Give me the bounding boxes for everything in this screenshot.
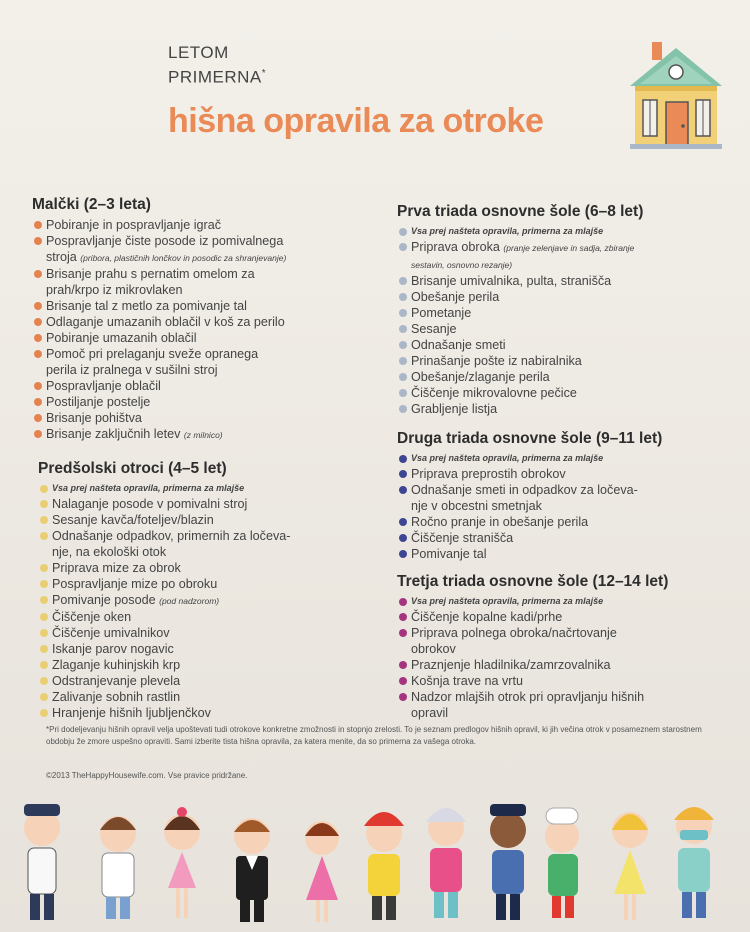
list-item <box>397 289 717 305</box>
list-item <box>38 576 338 592</box>
bullet-icon <box>399 598 407 606</box>
item-text: Prinašanje pošte iz nabiralnika <box>411 354 582 368</box>
list-item <box>397 466 717 482</box>
list-item-intro <box>397 224 717 239</box>
item-text: Čiščenje umivalnikov <box>52 626 170 640</box>
list-item <box>397 514 717 530</box>
bullet-icon <box>34 430 42 438</box>
item-text: Odnašanje smeti in odpadkov za ločeva- <box>411 483 638 497</box>
chore-list <box>32 217 332 443</box>
item-text: Sesanje kavča/foteljev/blazin <box>52 513 214 527</box>
item-note: (pod nadzorom) <box>159 596 220 606</box>
kid-firefighter-icon <box>364 812 404 920</box>
item-text: Pomoč pri prelaganju sveže opranega <box>46 347 259 361</box>
list-item <box>397 689 717 721</box>
list-item <box>32 298 332 314</box>
intro-text: Vsa prej našteta opravila, primerna za mlajše <box>52 483 245 493</box>
copyright: ©2013 TheHappyHousewife.com. Vse pravice pridržane. <box>46 771 248 780</box>
bullet-icon <box>34 270 42 278</box>
bullet-icon <box>399 309 407 317</box>
item-text-cont: obrokov <box>411 642 456 656</box>
list-item-intro <box>397 594 717 609</box>
kid-doctor-icon <box>100 816 136 919</box>
item-text: Brisanje tal z metlo za pomivanje tal <box>46 299 247 313</box>
bullet-icon <box>399 325 407 333</box>
bullet-icon <box>34 414 42 422</box>
page-title: hišna opravila za otroke <box>168 102 544 140</box>
subtitle-line-1: LETOM <box>168 43 229 62</box>
bullet-icon <box>399 293 407 301</box>
bullet-icon <box>34 334 42 342</box>
bullet-icon <box>40 516 48 524</box>
item-text-cont: prah/krpo iz mikrovlaken <box>46 283 183 297</box>
item-text: Košnja trave na vrtu <box>411 674 524 688</box>
list-item <box>397 321 717 337</box>
section-title: Malčki (2–3 leta) <box>32 196 151 213</box>
bullet-icon <box>40 677 48 685</box>
list-item <box>397 337 717 353</box>
item-text-cont: sestavin, osnovno rezanje) <box>411 260 513 270</box>
list-item <box>32 314 332 330</box>
bullet-icon <box>40 532 48 540</box>
chore-list <box>397 451 717 562</box>
section-title: Predšolski otroci (4–5 let) <box>38 460 227 477</box>
list-item <box>38 528 338 560</box>
item-text: Obešanje perila <box>411 290 500 304</box>
item-text: Nadzor mlajših otrok pri opravljanju hišnih <box>411 690 645 704</box>
item-text-cont: stroja <box>46 250 77 264</box>
item-text: Odnašanje smeti <box>411 338 506 352</box>
list-item <box>397 369 717 385</box>
item-text: Pospravljanje oblačil <box>46 379 161 393</box>
item-text: Čiščenje oken <box>52 610 132 624</box>
bullet-icon <box>40 645 48 653</box>
bullet-icon <box>399 243 407 251</box>
kid-chef-icon <box>545 808 579 918</box>
subtitle-mark: * <box>261 68 267 79</box>
bullet-icon <box>34 398 42 406</box>
item-text: Pomivanje tal <box>411 547 487 561</box>
item-text: Čiščenje kopalne kadi/prhe <box>411 610 563 624</box>
item-note: (pribora, plastičnih lončkov in posodic za shranjevanje) <box>80 253 287 263</box>
subtitle <box>168 42 266 88</box>
bullet-icon <box>40 629 48 637</box>
list-item <box>397 673 717 689</box>
list-item <box>38 657 338 673</box>
kid-tuxedo-icon <box>234 818 270 922</box>
kid-surgeon-icon <box>674 807 714 918</box>
bullet-icon <box>40 693 48 701</box>
item-text: Pospravljanje mize po obroku <box>52 577 218 591</box>
list-item <box>32 346 332 378</box>
bullet-icon <box>399 373 407 381</box>
section-predsolski <box>38 460 338 721</box>
bullet-icon <box>40 596 48 604</box>
item-text: Brisanje prahu s pernatim omelom za <box>46 267 255 281</box>
item-text-cont: perila iz pralnega v sušilni stroj <box>46 363 218 377</box>
section-title: Druga triada osnovne šole (9–11 let) <box>397 430 663 447</box>
item-text: Odlaganje umazanih oblačil v koš za perilo <box>46 315 285 329</box>
list-item <box>397 609 717 625</box>
item-text: Čiščenje stranišča <box>411 531 514 545</box>
list-item-intro <box>397 451 717 466</box>
kid-pink-dress-icon <box>305 821 339 922</box>
list-item <box>32 233 332 266</box>
item-text: Pobiranje in pospravljanje igrač <box>46 218 222 232</box>
list-item <box>38 609 338 625</box>
kids-illustration <box>0 790 750 932</box>
list-item <box>397 353 717 369</box>
bullet-icon <box>399 389 407 397</box>
list-item <box>397 273 717 289</box>
bullet-icon <box>399 661 407 669</box>
bullet-icon <box>399 629 407 637</box>
list-item <box>32 378 332 394</box>
list-item <box>397 625 717 657</box>
list-item <box>397 401 717 417</box>
section-title: Tretja triada osnovne šole (12–14 let) <box>397 573 669 590</box>
list-item <box>38 496 338 512</box>
bullet-icon <box>399 228 407 236</box>
intro-text: Vsa prej našteta opravila, primerna za mlajše <box>411 596 604 606</box>
list-item <box>38 641 338 657</box>
bullet-icon <box>40 613 48 621</box>
bullet-icon <box>399 405 407 413</box>
kid-police-icon <box>490 804 526 920</box>
list-item <box>38 705 338 721</box>
bullet-icon <box>34 350 42 358</box>
item-text: Pometanje <box>411 306 472 320</box>
intro-text: Vsa prej našteta opravila, primerna za mlajše <box>411 226 604 236</box>
list-item <box>397 239 717 273</box>
house-icon <box>630 40 722 150</box>
list-item <box>32 410 332 426</box>
footnote: *Pri dodeljevanju hišnih opravil velja upoštevati tudi otrokove konkretne zmožnosti in stopnjo zrelosti. To je seznam predlogov hišnih opravil, ki jih večina otrok v posameznem starostnem obdobju že zmore uspešno opraviti. Sami izberite tista hišna opravila, za katera menite, da so primerna za vašega otroka. <box>46 725 702 746</box>
bullet-icon <box>399 357 407 365</box>
bullet-icon <box>399 534 407 542</box>
item-text: Zlaganje kuhinjskih krp <box>52 658 181 672</box>
section-tretja-triada <box>397 573 717 721</box>
list-item <box>38 689 338 705</box>
bullet-icon <box>399 677 407 685</box>
item-text: Zalivanje sobnih rastlin <box>52 690 181 704</box>
kid-helmet-icon <box>426 808 466 918</box>
item-text: Grabljenje listja <box>411 402 498 416</box>
item-text-cont: nje v obcestni smetnjak <box>411 499 542 513</box>
item-text: Pobiranje umazanih oblačil <box>46 331 197 345</box>
item-text: Brisanje zaključnih letev <box>46 427 181 441</box>
list-item <box>38 592 338 609</box>
item-text: Nalaganje posode v pomivalni stroj <box>52 497 248 511</box>
bullet-icon <box>399 277 407 285</box>
item-text: Priprava mize za obrok <box>52 561 181 575</box>
bullet-icon <box>40 485 48 493</box>
list-item <box>397 530 717 546</box>
bullet-icon <box>399 550 407 558</box>
bullet-icon <box>40 564 48 572</box>
bullet-icon <box>34 237 42 245</box>
bullet-icon <box>399 341 407 349</box>
bullet-icon <box>34 318 42 326</box>
item-text: Obešanje/zlaganje perila <box>411 370 550 384</box>
chore-list <box>38 481 338 721</box>
chore-list <box>397 224 717 417</box>
list-item <box>397 385 717 401</box>
item-text: Odnašanje odpadkov, primernih za ločeva- <box>52 529 291 543</box>
intro-text: Vsa prej našteta opravila, primerna za mlajše <box>411 453 604 463</box>
chore-list <box>397 594 717 721</box>
list-item <box>397 305 717 321</box>
item-text: Sesanje <box>411 322 457 336</box>
item-text: Brisanje umivalnika, pulta, stranišča <box>411 274 612 288</box>
section-title: Prva triada osnovne šole (6–8 let) <box>397 203 644 220</box>
bullet-icon <box>34 221 42 229</box>
list-item <box>32 330 332 346</box>
section-druga-triada <box>397 430 717 562</box>
item-note: (z milnico) <box>183 430 223 440</box>
item-text: Praznjenje hladilnika/zamrzovalnika <box>411 658 611 672</box>
kid-pilot-icon <box>24 804 60 920</box>
subtitle-line-2: PRIMERNA <box>168 67 262 87</box>
kid-blonde-icon <box>612 812 648 920</box>
item-text: Pomivanje posode <box>52 593 156 607</box>
list-item <box>38 512 338 528</box>
item-text-cont: nje, na ekološki otok <box>52 545 167 559</box>
item-text: Ročno pranje in obešanje perila <box>411 515 589 529</box>
list-item-intro <box>38 481 338 496</box>
section-malcki <box>32 196 332 443</box>
bullet-icon <box>399 518 407 526</box>
item-text-cont: opravil <box>411 706 449 720</box>
bullet-icon <box>34 382 42 390</box>
item-note: (pranje zelenjave in sadja, zbiranje <box>503 243 635 253</box>
item-text: Pospravljanje čiste posode iz pomivalnega <box>46 234 284 248</box>
list-item <box>397 546 717 562</box>
item-text: Priprava preprostih obrokov <box>411 467 566 481</box>
bullet-icon <box>40 500 48 508</box>
bullet-icon <box>399 486 407 494</box>
section-prva-triada <box>397 203 717 417</box>
list-item <box>38 560 338 576</box>
list-item <box>32 426 332 443</box>
bullet-icon <box>399 455 407 463</box>
list-item <box>38 673 338 689</box>
list-item <box>38 625 338 641</box>
bullet-icon <box>399 693 407 701</box>
list-item <box>32 217 332 233</box>
list-item <box>397 482 717 514</box>
item-text: Postiljanje postelje <box>46 395 151 409</box>
kid-ballerina-icon <box>164 807 200 918</box>
item-text: Čiščenje mikrovalovne pečice <box>411 386 577 400</box>
bullet-icon <box>40 580 48 588</box>
list-item <box>32 394 332 410</box>
item-text: Iskanje parov nogavic <box>52 642 174 656</box>
bullet-icon <box>399 470 407 478</box>
item-text: Hranjenje hišnih ljubljenčkov <box>52 706 211 720</box>
bullet-icon <box>40 709 48 717</box>
item-text: Priprava obroka <box>411 240 500 254</box>
list-item <box>397 657 717 673</box>
item-text: Priprava polnega obroka/načrtovanje <box>411 626 617 640</box>
list-item <box>32 266 332 298</box>
bullet-icon <box>40 661 48 669</box>
item-text: Brisanje pohištva <box>46 411 142 425</box>
bullet-icon <box>399 613 407 621</box>
item-text: Odstranjevanje plevela <box>52 674 181 688</box>
bullet-icon <box>34 302 42 310</box>
